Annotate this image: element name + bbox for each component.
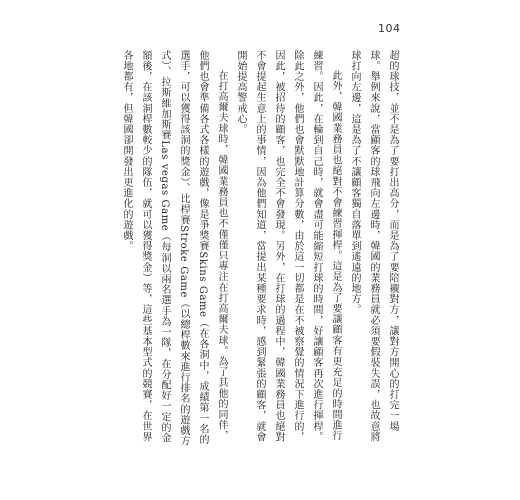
page-number: 104 bbox=[378, 22, 401, 35]
paragraph-3: 在打高爾夫球時，韓國業務員也不僅僅只專注在打高爾夫球。為了其他的同伴，他們也會準備各式各樣的遊戲，像是爭獎賽Skins Game（在各洞中，成績第一名的選手，可以獲得該洞的獎金）、比桿賽Stroke Game（以總桿數來進行排名的遊戲方式）、拉斯維加斯賽Las vegas Game（每洞以兩名選手為一隊，在分配好一定的金額後，在該洞桿數較少的隊伍，就可以獲得獎金）等，這些基本型式的競賽，在世界各地都有，但韓國卻開發出更進化的遊戲。 bbox=[121, 50, 227, 447]
paragraph-1: 超的球技，並不是為了要打出高分，而是為了要陪襯對方，讓對方開心的打完一場球。舉例來說，當顧客的球飛向左邊時，韓國的業務員就必須要假裝失誤，也故意將球打向左邊，這是為了不讓顧客獨自落單到遙遠的地方。 bbox=[349, 50, 398, 443]
paragraph-2: 此外，韓國業務員也絕對不會練習揮桿。這是為了要讓顧客有更充足的時間進行練習。因此，在輪到自己時，就會盡可能縮短打球的時間，好讓顧客再次進行揮桿。除此之外，他們也會默默地計算分數，由於這一切都是在不被察覺的情況下進行的，因此，被招待的顧客，也完全不會發現。另外，在打球的過程中，韓國業務員也絕對不會提起生意上的事情，因為他們知道，當提出某種要求時，感到緊張的顧客，就會開始提高警戒心。 bbox=[235, 50, 341, 443]
body-text bbox=[117, 50, 402, 450]
